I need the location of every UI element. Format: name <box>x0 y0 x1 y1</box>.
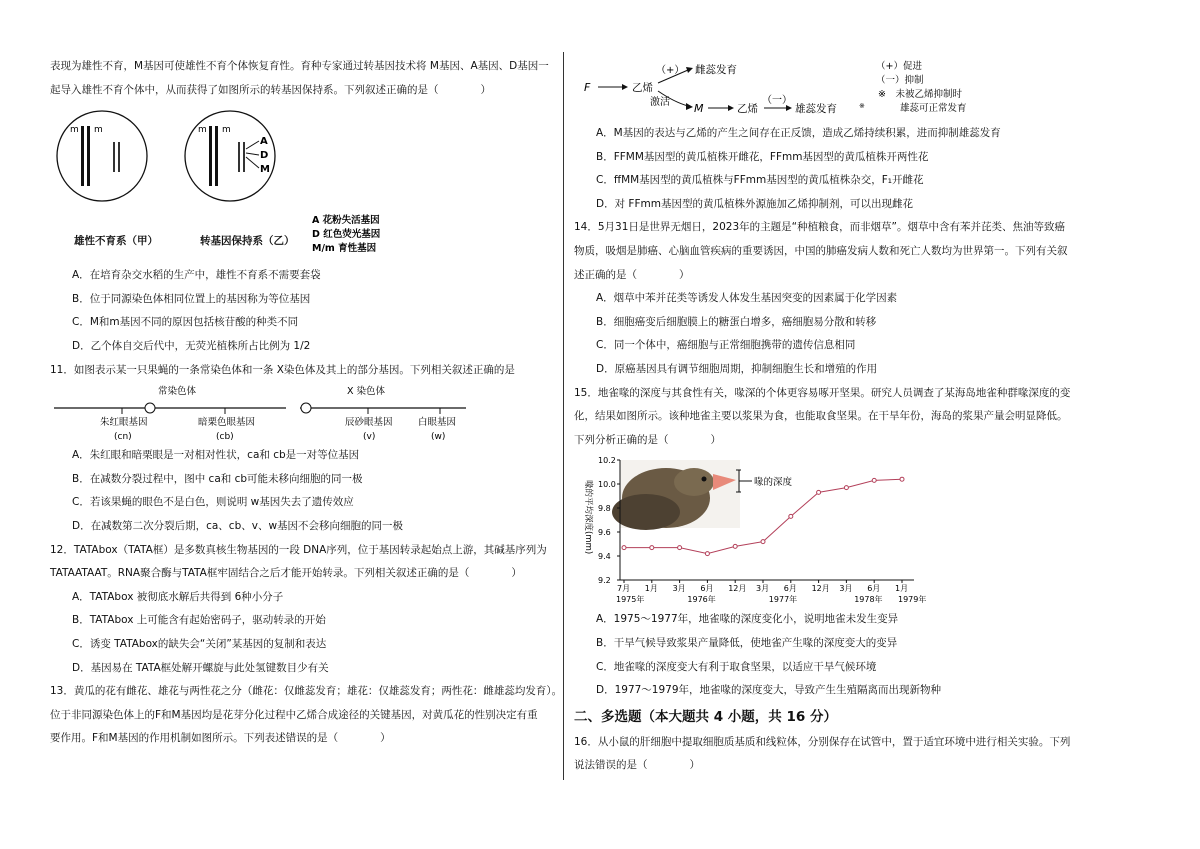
q13-line2: 位于非同源染色体上的F和M基因均是花芽分化过程中乙烯合成途径的关键基因，对黄瓜花的性别决定有重 <box>50 708 538 721</box>
gene-label-m: m <box>222 125 231 136</box>
inhibit-sign: （一） <box>762 95 792 106</box>
q10-line1: 表现为雄性不育，M基因可使雄性不育个体恢复育性。育种专家通过转基因技术将 M基因、A基因、D基因一 <box>50 60 549 72</box>
y-tick-label: 10.2 <box>598 456 616 466</box>
ethylene-label-2: 乙烯 <box>737 103 758 115</box>
x-chromosome-label: X 染色体 <box>347 386 386 398</box>
q12-option-c: C．诱变 TATAbox的缺失会“关闭”某基因的复制和表达 <box>72 637 327 650</box>
svg-text:※: ※ <box>859 102 865 110</box>
x-tick-label: 6月 <box>783 584 797 594</box>
autosome-label: 常染色体 <box>158 386 197 398</box>
x-tick-label: 3月 <box>672 584 686 594</box>
q15-line1: 15．地雀喙的深度与其食性有关，喙深的个体更容易啄开坚果。研究人员调查了某海岛地雀种群喙深度的变 <box>574 386 1071 399</box>
q12-option-d: D．基因易在 TATA框处解开螺旋与此处氢键数目少有关 <box>72 661 329 674</box>
q10-line2: 起导入雄性不育个体中，从而获得了如图所示的转基因保持系。下列叙述正确的是（ ） <box>50 83 491 96</box>
q10-option-d: D．乙个体自交后代中，无荧光植株所占比例为 1/2 <box>72 339 311 352</box>
q11-option-d: D．在减数第二次分裂后期，ca、cb、v、w基因不会移向细胞的同一极 <box>72 519 404 532</box>
q13-mechanism-figure <box>574 56 1134 122</box>
data-point <box>622 546 626 550</box>
chromosome-diagram <box>50 102 558 252</box>
beak-depth-line-chart <box>574 452 974 608</box>
q13-line1: 13．黄瓜的花有雌花、雄花与两性花之分（雌花：仅雌蕊发育；雄花：仅雄蕊发育；两性花：雌雄蕊均发育）。 <box>50 685 563 698</box>
x-tick-label: 3月 <box>839 584 853 594</box>
gene-m-label: M <box>694 102 704 115</box>
y-tick-label: 10.0 <box>598 480 616 490</box>
activate-label: 激活 <box>650 97 670 108</box>
data-point <box>817 491 821 495</box>
q14-option-c: C．同一个体中，癌细胞与正常细胞携带的遗传信息相同 <box>596 339 856 352</box>
column-divider <box>563 52 564 780</box>
gene-label-m: m <box>70 125 79 136</box>
x-tick-label: 1月 <box>644 584 658 594</box>
gene-label-a: A <box>260 136 268 148</box>
legend-note-1: ※ 未被乙烯抑制时 <box>878 89 962 100</box>
caption-jia: 雄性不育系（甲） <box>74 235 158 248</box>
q15-option-b: B．干旱气候导致浆果产量降低，使地雀产生喙的深度变大的变异 <box>596 636 898 649</box>
gene-label-m: m <box>198 125 207 136</box>
q15-option-a: A．1975～1977年，地雀喙的深度变化小，说明地雀未发生变异 <box>596 613 899 626</box>
q14-option-a: A．烟草中苯并芘类等诱发人体发生基因突变的因素属于化学因素 <box>596 292 898 305</box>
fly-chromosome-diagram <box>50 382 558 444</box>
q15-option-d: D．1977～1979年，地雀喙的深度变大，导致产生生殖隔离而出现新物种 <box>596 684 942 697</box>
q15-chart <box>574 452 1134 608</box>
q10-figure <box>50 102 558 252</box>
q13-option-b: B．FFMM基因型的黄瓜植株开雌花，FFmm基因型的黄瓜植株开两性花 <box>596 150 929 163</box>
right-column <box>574 56 1134 778</box>
q13-line3: 要作用。F和M基因的作用机制如图所示。下列表述错误的是（ ） <box>50 732 391 745</box>
q12-option-b: B．TATAbox 上可能含有起始密码子，驱动转录的开始 <box>72 614 326 627</box>
data-point <box>705 552 709 556</box>
gene-w-label: 白眼基因 <box>418 417 457 429</box>
gene-f-label: F <box>584 81 591 94</box>
ethylene-pathway-diagram <box>574 56 1134 122</box>
x-tick-label: 12月 <box>728 584 747 594</box>
data-point <box>733 545 737 549</box>
q14-line2: 物质，吸烟是肺癌、心脑血管疾病的重要诱因，中国的肺癌发病人数和死亡人数均为世界第一。下列有关叙 <box>574 244 1068 257</box>
gene-w-code: (w) <box>431 432 446 443</box>
legend-inhibit: （一）抑制 <box>876 75 924 86</box>
year-label: 1979年 <box>898 595 927 605</box>
legend-promote: （+）促进 <box>876 61 922 72</box>
q14-line1: 14．5月31日是世界无烟日，2023年的主题是“种植粮食，而非烟草”。烟草中含有苯并芘类、焦油等致癌 <box>574 221 1066 234</box>
q14-line3: 述正确的是（ ） <box>574 268 690 281</box>
y-axis-label: 喙的平均深度(mm) <box>583 480 593 555</box>
gene-label-m-big: M <box>260 164 270 176</box>
q13-option-d: D．对 FFmm基因型的黄瓜植株外源施加乙烯抑制剂，可以出现雌花 <box>596 197 913 210</box>
beak-depth-annotation: 喙的深度 <box>754 477 793 489</box>
q16-line1: 16．从小鼠的肝细胞中提取细胞质基质和线粒体，分别保存在试管中，置于适宜环境中进行相关实验。下列 <box>574 735 1071 748</box>
left-column <box>50 55 563 751</box>
data-point <box>844 486 848 490</box>
x-tick-label: 7月 <box>617 584 631 594</box>
gene-cb-label: 暗栗色眼基因 <box>198 417 256 429</box>
data-point <box>650 546 654 550</box>
q12-line1: 12．TATAbox（TATA框）是多数真核生物基因的一段 DNA序列，位于基因转录起始点上游，其碱基序列为 <box>50 543 547 556</box>
x-tick-label: 3月 <box>756 584 770 594</box>
q15-line3: 下列分析正确的是（ ） <box>574 433 721 446</box>
data-point <box>761 540 765 544</box>
year-label: 1976年 <box>687 595 716 605</box>
q10-option-c: C．M和m基因不同的原因包括核苷酸的种类不同 <box>72 316 299 329</box>
x-tick-label: 1月 <box>895 584 909 594</box>
q11-figure <box>50 382 558 444</box>
stamen-development: 雄蕊发育 <box>795 103 837 115</box>
year-label: 1977年 <box>768 595 798 605</box>
legend-note-2: 雄蕊可正常发育 <box>900 103 967 114</box>
gene-label-m: m <box>94 125 103 136</box>
q11-option-c: C．若该果蝇的眼色不是白色，则说明 w基因失去了遗传效应 <box>72 496 354 509</box>
q14-option-b: B．细胞癌变后细胞膜上的糖蛋白增多，癌细胞易分散和转移 <box>596 315 877 328</box>
gene-label-d: D <box>260 150 269 162</box>
data-point <box>678 546 682 550</box>
q12-option-a: A．TATAbox 被彻底水解后共得到 6种小分子 <box>72 590 284 603</box>
legend-d: D 红色荧光基因 <box>312 229 381 241</box>
q12-line2: TATAATAAT。RNA聚合酶与TATA框牢固结合之后才能开始转录。下列相关叙述正确的是（ ） <box>50 567 522 580</box>
gene-v-label: 辰砂眼基因 <box>345 417 393 429</box>
y-tick-label: 9.8 <box>598 504 611 514</box>
q13-option-a: A．M基因的表达与乙烯的产生之间存在正反馈，造成乙烯持续积累，进而抑制雄蕊发育 <box>596 127 1001 139</box>
y-tick-label: 9.4 <box>598 552 611 562</box>
gene-cn-label: 朱红眼基因 <box>100 417 148 429</box>
finch-photo <box>612 460 740 530</box>
year-label: 1975年 <box>616 595 645 605</box>
q11-stem: 11．如图表示某一只果蝇的一条常染色体和一条 X染色体及其上的部分基因。下列相关叙述正确的是 <box>50 363 515 376</box>
q11-option-b: B．在减数分裂过程中，图中 ca和 cb可能未移向细胞的同一极 <box>72 472 363 485</box>
legend-m: M/m 育性基因 <box>312 243 377 253</box>
caption-yi: 转基因保持系（乙） <box>200 235 295 248</box>
q14-option-d: D．原癌基因具有调节细胞周期，抑制细胞生长和增殖的作用 <box>596 362 878 375</box>
pistil-development: 雌蕊发育 <box>695 64 737 76</box>
data-point <box>900 478 904 482</box>
q15-option-c: C．地雀喙的深度变大有利于取食坚果，以适应干旱气候环境 <box>596 660 877 673</box>
q13-option-c: C．ffMM基因型的黄瓜植株与FFmm基因型的黄瓜植株杂交，F₁开雌花 <box>596 174 924 187</box>
x-tick-label: 12月 <box>811 584 830 594</box>
ethylene-label: 乙烯 <box>632 82 653 94</box>
year-label: 1978年 <box>854 595 883 605</box>
y-tick-label: 9.6 <box>598 528 611 538</box>
section-2-title: 二、多选题（本大题共 4 小题，共 16 分） <box>574 708 837 725</box>
x-tick-label: 6月 <box>867 584 881 594</box>
promote-sign: （+） <box>656 65 685 76</box>
q10-option-a: A．在培育杂交水稻的生产中，雄性不育系不需要套袋 <box>72 269 321 282</box>
x-tick-label: 6月 <box>700 584 714 594</box>
q10-option-b: B．位于同源染色体相同位置上的基因称为等位基因 <box>72 292 311 305</box>
data-point <box>789 515 793 519</box>
gene-cb-code: (cb) <box>216 432 234 443</box>
legend-a: A 花粉失活基因 <box>312 215 380 227</box>
gene-cn-code: (cn) <box>114 432 132 443</box>
gene-v-code: (v) <box>363 432 376 443</box>
q11-option-a: A．朱红眼和暗栗眼是一对相对性状，ca和 cb是一对等位基因 <box>72 449 360 462</box>
q16-line2: 说法错误的是（ ） <box>574 759 700 772</box>
q15-line2: 化，结果如图所示。该种地雀主要以浆果为食，也能取食坚果。在干旱年份，海岛的浆果产量会明显降低。 <box>574 410 1068 423</box>
data-point <box>872 479 876 483</box>
y-tick-label: 9.2 <box>598 576 611 586</box>
